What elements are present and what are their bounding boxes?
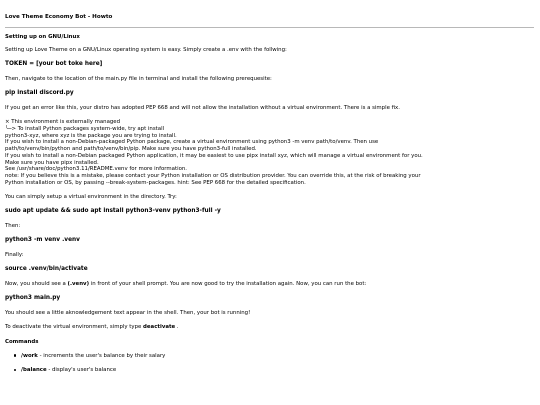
intro-paragraph: Setting up Love Theme on a GNU/Linux operating system is easy. Simply create a .env with the follwing: (5, 46, 287, 53)
command-name: /work (21, 352, 38, 359)
run-command: python3 main.py (5, 295, 61, 302)
commands-heading: Commands (5, 338, 39, 345)
venv-prompt-indicator: (.venv) (67, 281, 90, 288)
commands-list (5, 353, 534, 374)
activate-command: source .venv/bin/activate (5, 266, 88, 273)
command-list-item (14, 353, 534, 360)
then-label: Then: (5, 223, 21, 230)
command-name: /balance (21, 367, 47, 374)
command-description: - display's user's balance (46, 367, 117, 374)
deactivate-keyword: deactivate (143, 324, 176, 331)
venv-setup-paragraph: You can simply setup a virtual environment in the directory. Try: (5, 194, 177, 201)
deactivate-text-before: To deactivate the virtual environment, simply type (5, 324, 144, 331)
document-title: Love Theme Economy Bot - Howto (5, 14, 113, 20)
navigate-paragraph: Then, navigate to the location of the main.py file in terminal and install the following prerequesite: (5, 75, 272, 82)
shell-prompt-text-before: Now, you should see a (5, 281, 68, 288)
deactivate-paragraph (5, 324, 534, 331)
acknowledgement-paragraph: You should see a little aknowledgement text appear in the shell. Then, your bot is running! (5, 309, 251, 316)
venv-command: python3 -m venv .venv (5, 237, 80, 244)
finally-label: Finally: (5, 252, 24, 259)
error-intro-paragraph: If you get an error like this, your distro has adopted PEP 668 and will not allow the installation without a virtual environment. There is a simple fix. (5, 104, 400, 111)
shell-prompt-paragraph (5, 281, 534, 288)
command-list-item (14, 367, 534, 374)
apt-command: sudo apt update && sudo apt install python3-venv python3-full -y (5, 208, 221, 215)
deactivate-text-after: . (175, 324, 179, 331)
error-output-block: × This environment is externally managed ╰─> To install Python packages system-wide, try apt install python3-xyz, where xyz is the package you are trying to install. If you wish to install a non-Debian-packaged Python package, create a virtual environment using python3 -m venv path/to/venv. Then use path/to/venv/bin/python and path/to/venv/bin/pip. Make sure you have python3-full installed. If you wish to install a non-Debian packaged Python application, it may be easiest to use pipx install xyz, which will manage a virtual environment for you. Make sure you have pipx installed. See /usr/share/doc/python3.11/README.venv for more information. note: If you believe this is a mistake, please contact your Python installation or OS distribution provider. You can override this, at the risk of breaking your Python installation or OS, by passing --break-system-packages. hint: See PEP 668 for the detailed specification. (5, 119, 423, 186)
title-divider (5, 27, 534, 28)
command-description: - increments the user's balance by their salary (37, 352, 166, 359)
token-line: TOKEN = [your bot toke here] (5, 61, 103, 68)
bullet-icon (14, 369, 16, 371)
pip-command: pip install discord.py (5, 90, 74, 97)
shell-prompt-text-after: in front of your shell prompt. You are now good to try the installation again. Now, you can run the bot: (89, 281, 367, 288)
section-heading: Setting up on GNU/Linux (5, 33, 80, 40)
bullet-icon (14, 354, 16, 356)
